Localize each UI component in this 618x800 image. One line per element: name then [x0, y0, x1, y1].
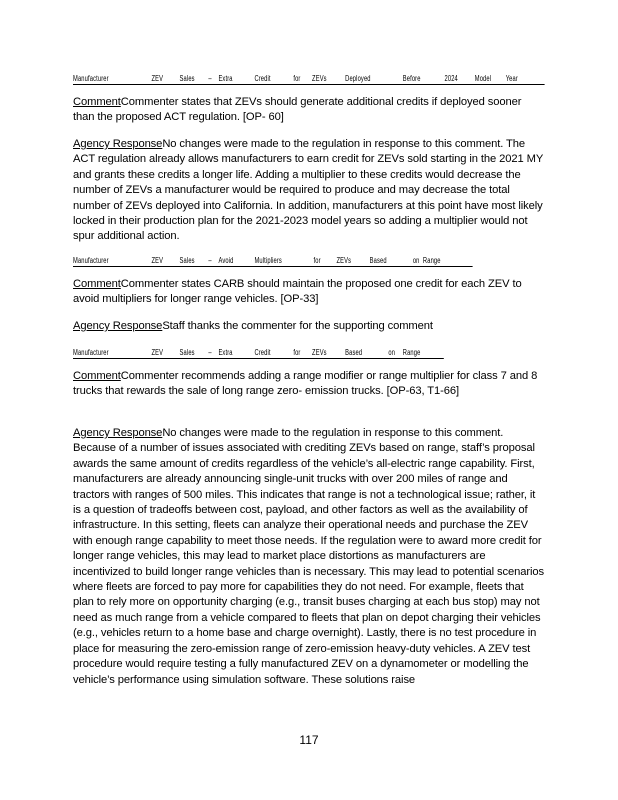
- agency-response-text: Staff thanks the commenter for the supporting comment: [162, 320, 433, 332]
- heading-word: ZEV: [151, 74, 164, 83]
- section-heading-avoid-multipliers: [73, 255, 473, 267]
- heading-word: Manufacturer: [73, 348, 109, 357]
- heading-word: –: [208, 256, 212, 265]
- heading-word: ZEV: [151, 348, 164, 357]
- heading-word: Range: [422, 256, 441, 265]
- heading-word: on: [388, 348, 396, 357]
- heading-word: Extra: [218, 74, 233, 83]
- heading-word: on: [412, 256, 420, 265]
- comment-text: Commenter states CARB should maintain the proposed one credit for each ZEV to avoid multipliers for longer range vehicles. [OP-33]: [73, 278, 522, 306]
- comment-text: Commenter recommends adding a range modifier or range multiplier for class 7 and 8 trucks that rewards the sale of long range zero- emission trucks. [OP-63, T1-66]: [73, 370, 538, 398]
- page-number: 117: [299, 733, 319, 747]
- heading-word: –: [208, 74, 212, 83]
- heading-word: for: [313, 256, 321, 265]
- heading-word: Extra: [218, 348, 233, 357]
- comment-text: Commenter states that ZEVs should generate additional credits if deployed sooner than the proposed ACT regulation. [OP- 60]: [73, 96, 522, 124]
- agency-response-paragraph: [73, 319, 545, 334]
- heading-word: Manufacturer: [73, 74, 109, 83]
- agency-response-label: Agency Response: [73, 138, 163, 150]
- heading-word: Manufacturer: [73, 256, 109, 265]
- heading-word: for: [293, 74, 301, 83]
- section-heading-extra-credit: [73, 73, 545, 85]
- agency-response-label: Agency Response: [73, 320, 163, 332]
- comment-label: Comment: [73, 96, 121, 108]
- heading-word: Deployed: [345, 74, 371, 83]
- agency-response-paragraph: [73, 426, 545, 688]
- heading-word: ZEVs: [336, 256, 352, 265]
- heading-word: Credit: [254, 74, 271, 83]
- agency-response-text: No changes were made to the regulation in response to this comment. The ACT regulation already allows manufacturers to earn credit for ZEVs sold starting in the 2021 MY and grants these credits a longer life. Adding a multiplier to these credits would decrease the number of ZEVs a manufacturer would be required to produce and may decrease the total number of ZEVs deployed into California. In addition, manufacturers at this point have most likely locked in their production plan for the 2021-2023 model years so adding a multiplier would not spur additional action.: [73, 138, 544, 243]
- heading-word: Sales: [179, 348, 195, 357]
- comment-paragraph: [73, 369, 545, 400]
- section-heading-range-credit: [73, 347, 444, 359]
- heading-word: ZEVs: [312, 348, 327, 357]
- heading-word: Sales: [179, 74, 195, 83]
- comment-label: Comment: [73, 278, 121, 290]
- heading-word: Based: [369, 256, 387, 265]
- agency-response-label: Agency Response: [73, 427, 163, 439]
- comment-paragraph: [73, 277, 545, 308]
- heading-word: –: [208, 348, 212, 357]
- comment-label: Comment: [73, 370, 121, 382]
- heading-word: 2024: [444, 74, 458, 83]
- heading-word: Range: [402, 348, 421, 357]
- comment-paragraph: [73, 95, 545, 126]
- heading-word: Multipliers: [254, 256, 282, 265]
- agency-response-text: No changes were made to the regulation in response to this comment. Because of a number of issues associated with crediting ZEVs based on range, staff’s proposal awards the same amount of credits regardless of the vehicle’s all-electric range capability. First, manufacturers are already announcing single-unit trucks with over 200 miles of range and tractors with ranges of 500 miles. This indicates that range is not a technological issue; rather, it is a question of tradeoffs between cost, payload, and other factors as well as the availability of infrastructure. In this setting, fleets can analyze their operational needs and purchase the ZEV with enough range capability to meet those needs. If the regulation were to award more credit for longer range vehicles, this may lead to market place distortions as manufacturers are incentivized to build longer range vehicles than is necessary. This may lead to potential scenarios where fleets are forced to pay more for capabilities they do not need. For example, fleets that plan to rely more on opportunity charging (e.g., transit buses charging at each bus stop) may not need as much range from a vehicle compared to fleets that plan on depot charging their vehicles (e.g., vehicles return to a home base and charge overnight). Lastly, there is no test procedure in place for measuring the zero-emission range of zero-emission heavy-duty vehicles. A ZEV test procedure would require testing a fully manufactured ZEV on a dynamometer or modelling the vehicle’s performance using simulation software. These solutions raise: [73, 427, 545, 686]
- heading-word: Avoid: [218, 256, 234, 265]
- heading-word: ZEV: [151, 256, 164, 265]
- heading-word: Model: [474, 74, 492, 83]
- heading-word: Credit: [254, 348, 271, 357]
- heading-word: Based: [345, 348, 363, 357]
- heading-word: Year: [505, 74, 518, 83]
- heading-word: for: [293, 348, 301, 357]
- agency-response-paragraph: [73, 137, 545, 245]
- heading-word: Before: [402, 74, 421, 83]
- heading-word: ZEVs: [312, 74, 327, 83]
- heading-word: Sales: [179, 256, 195, 265]
- document-page: [73, 0, 545, 800]
